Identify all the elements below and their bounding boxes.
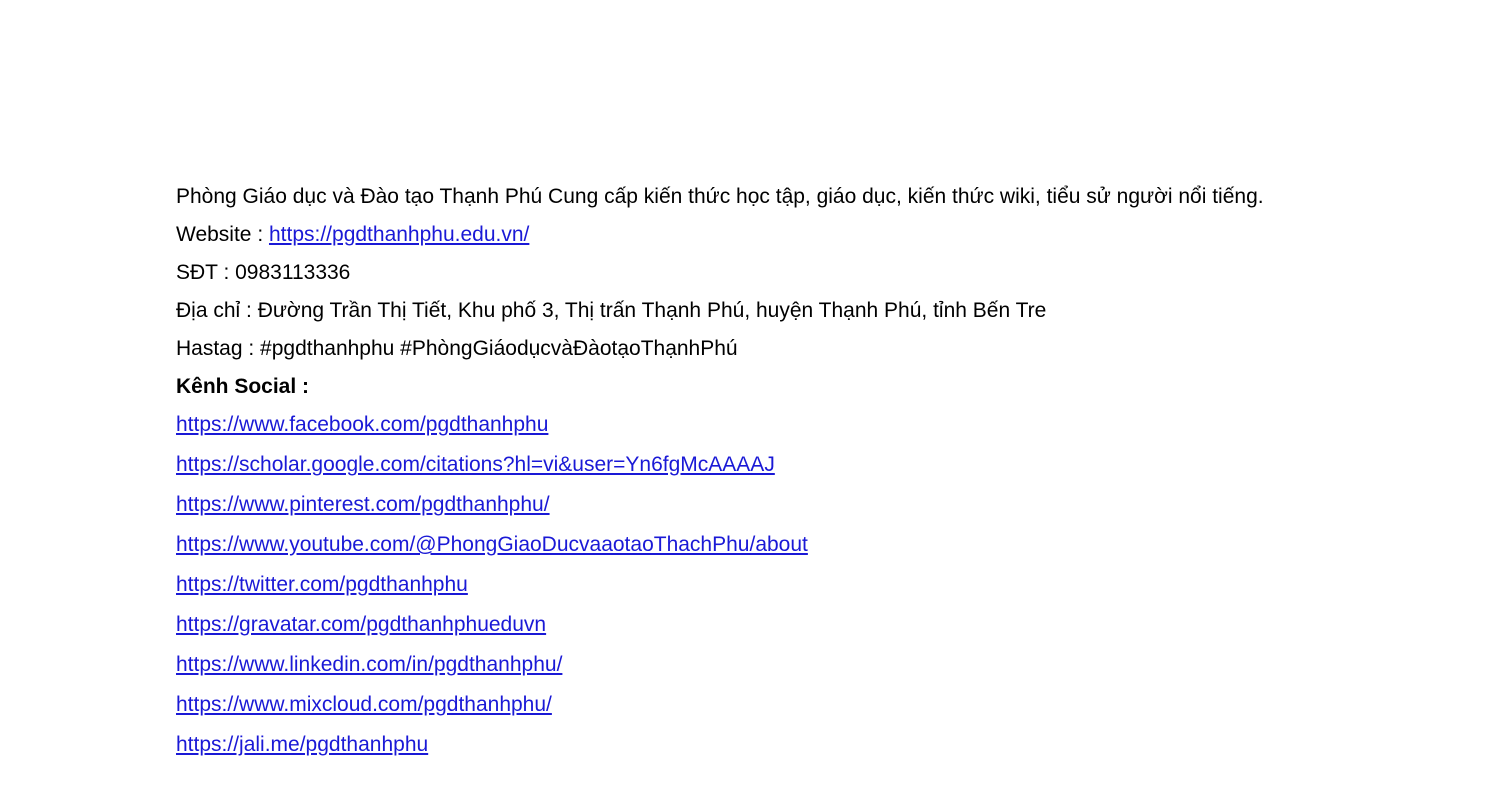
- social-link-linkedin-row: [176, 646, 1296, 686]
- social-link-facebook[interactable]: https://www.facebook.com/pgdthanhphu: [176, 413, 549, 436]
- hashtag-line: Hastag : #pgdthanhphu #PhòngGiáodụcvàĐàotạoThạnhPhú: [176, 337, 738, 360]
- website-line: [176, 216, 1296, 254]
- social-link-mixcloud[interactable]: https://www.mixcloud.com/pgdthanhphu/: [176, 693, 552, 716]
- social-link-pinterest[interactable]: https://www.pinterest.com/pgdthanhphu/: [176, 493, 550, 516]
- intro-paragraph: Phòng Giáo dục và Đào tạo Thạnh Phú Cung cấp kiến thức học tập, giáo dục, kiến thức wiki, tiểu sử người nổi tiếng.: [176, 185, 1264, 208]
- document-body: [176, 178, 1296, 766]
- social-link-google-scholar[interactable]: https://scholar.google.com/citations?hl=vi&user=Yn6fgMcAAAAJ: [176, 453, 775, 476]
- address-line: Địa chỉ : Đường Trần Thị Tiết, Khu phố 3, Thị trấn Thạnh Phú, huyện Thạnh Phú, tỉnh Bến Tre: [176, 299, 1047, 322]
- social-link-youtube-row: [176, 526, 1296, 566]
- social-link-gravatar[interactable]: https://gravatar.com/pgdthanhphueduvn: [176, 613, 547, 636]
- website-label: Website :: [176, 223, 269, 246]
- social-link-facebook-row: [176, 406, 1296, 446]
- social-link-scholar-row: [176, 446, 1296, 486]
- phone-line: SĐT : 0983113336: [176, 261, 351, 284]
- social-link-gravatar-row: [176, 606, 1296, 646]
- social-link-twitter[interactable]: https://twitter.com/pgdthanhphu: [176, 573, 468, 596]
- social-link-jali-row: [176, 726, 1296, 766]
- social-link-mixcloud-row: [176, 686, 1296, 726]
- social-link-youtube[interactable]: https://www.youtube.com/@PhongGiaoDucvaaotaoThachPhu/about: [176, 533, 808, 556]
- social-link-pinterest-row: [176, 486, 1296, 526]
- social-link-jali[interactable]: https://jali.me/pgdthanhphu: [176, 733, 429, 756]
- social-heading: Kênh Social :: [176, 375, 310, 398]
- social-link-twitter-row: [176, 566, 1296, 606]
- website-link[interactable]: https://pgdthanhphu.edu.vn/: [268, 223, 530, 246]
- social-link-linkedin[interactable]: https://www.linkedin.com/in/pgdthanhphu/: [176, 653, 563, 676]
